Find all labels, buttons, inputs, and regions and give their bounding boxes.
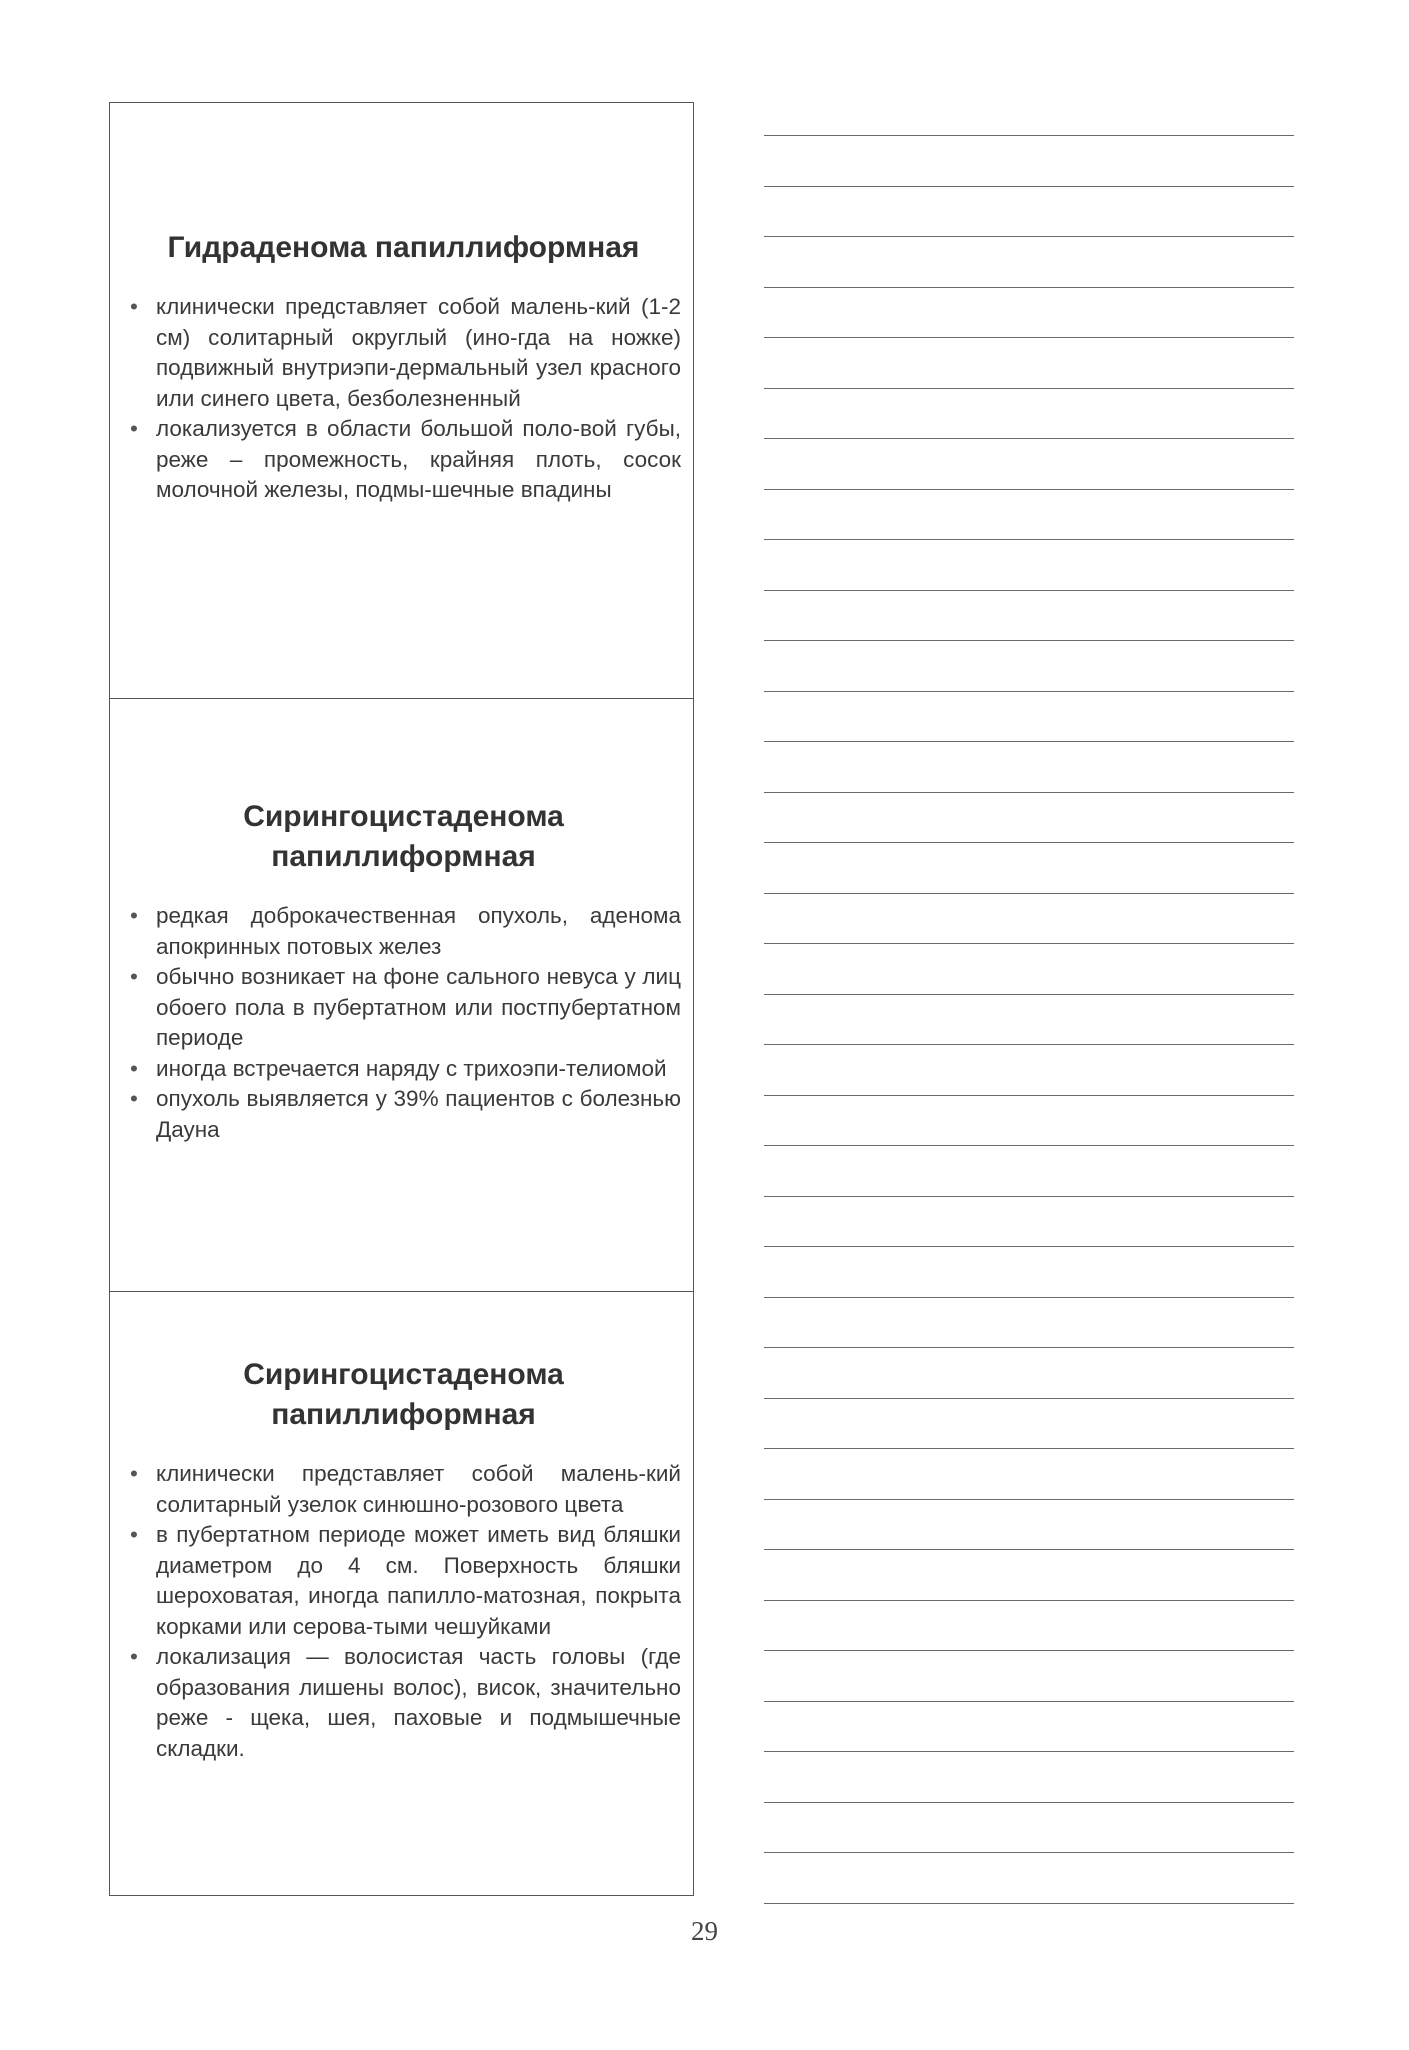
note-line: [764, 236, 1294, 237]
slide-3: [110, 1292, 693, 1896]
bullet-text: опухоль выявляется у 39% пациентов с болезнью Дауна: [156, 1086, 681, 1142]
note-line: [764, 489, 1294, 490]
slide-title: Сирингоцистаденома папиллиформная: [243, 1358, 564, 1431]
note-line: [764, 842, 1294, 843]
bullet-text: клинически представляет собой малень-кий (1-2 см) солитарный округлый (ино-гда на ножке) подвижный внутриэпи-дермальный узел красного или синего цвета, безболезненный: [156, 294, 681, 411]
bullet-icon: •: [130, 1522, 138, 1547]
note-line: [764, 1549, 1294, 1550]
note-line: [764, 1903, 1294, 1904]
bullet-list: [126, 901, 681, 1145]
bullet-list: [126, 1459, 681, 1764]
note-line: [764, 135, 1294, 136]
page-number: 29: [691, 1916, 718, 1946]
note-line: [764, 691, 1294, 692]
slide-title: Сирингоцистаденома папиллиформная: [243, 800, 564, 873]
bullet-text: редкая доброкачественная опухоль, аденома апокринных потовых желез: [156, 903, 681, 959]
note-line: [764, 1145, 1294, 1146]
bullet-icon: •: [130, 1086, 138, 1111]
bullet-item: [126, 292, 681, 414]
note-line: [764, 1600, 1294, 1601]
bullet-icon: •: [130, 1055, 138, 1081]
note-line: [764, 1701, 1294, 1702]
notes-lines-area: [764, 135, 1294, 1953]
bullet-icon: •: [130, 1644, 138, 1669]
bullet-icon: •: [130, 1461, 138, 1486]
slide-title: Гидраденома папиллиформная: [167, 231, 640, 264]
bullet-item: [126, 1459, 681, 1520]
note-line: [764, 994, 1294, 995]
bullet-item: [126, 901, 681, 962]
bullet-item: [126, 1054, 681, 1085]
bullet-text: локализуется в области большой поло-вой губы, реже – промежность, крайняя плоть, сосок молочной железы, подмы-шечные впадины: [156, 416, 681, 502]
note-line: [764, 1196, 1294, 1197]
note-line: [764, 438, 1294, 439]
bullet-icon: •: [130, 416, 138, 441]
note-line: [764, 741, 1294, 742]
note-line: [764, 943, 1294, 944]
bullet-item: [126, 962, 681, 1054]
slides-column: [109, 102, 694, 1896]
note-line: [764, 1852, 1294, 1853]
note-line: [764, 792, 1294, 793]
bullet-item: [126, 1520, 681, 1642]
bullet-text: иногда встречается наряду с трихоэпи-телиомой: [156, 1055, 667, 1081]
note-line: [764, 1802, 1294, 1803]
note-line: [764, 337, 1294, 338]
note-line: [764, 1246, 1294, 1247]
note-line: [764, 1095, 1294, 1096]
bullet-text: в пубертатном периоде может иметь вид бляшки диаметром до 4 см. Поверхность бляшки шероховатая, иногда папилло-матозная, покрыта корками или серова-тыми чешуйками: [156, 1522, 681, 1639]
note-line: [764, 1297, 1294, 1298]
bullet-icon: •: [130, 964, 138, 989]
bullet-item: [126, 1084, 681, 1145]
note-line: [764, 1448, 1294, 1449]
note-line: [764, 893, 1294, 894]
note-line: [764, 1044, 1294, 1045]
bullet-text: клинически представляет собой малень-кий солитарный узелок синюшно-розового цвета: [156, 1461, 681, 1517]
bullet-item: [126, 1642, 681, 1764]
note-line: [764, 590, 1294, 591]
note-line: [764, 388, 1294, 389]
note-line: [764, 1650, 1294, 1651]
bullet-icon: •: [130, 294, 138, 319]
bullet-text: локализация — волосистая часть головы (где образования лишены волос), висок, значительно реже - щека, шея, паховые и подмышечные складки.: [156, 1644, 681, 1761]
note-line: [764, 287, 1294, 288]
bullet-text: обычно возникает на фоне сального невуса у лиц обоего пола в пубертатном или постпубертатном периоде: [156, 964, 681, 1050]
slide-2: [110, 699, 693, 1292]
note-line: [764, 1398, 1294, 1399]
note-line: [764, 640, 1294, 641]
slide-1: [110, 103, 693, 699]
note-line: [764, 1751, 1294, 1752]
note-line: [764, 186, 1294, 187]
bullet-list: [126, 292, 681, 506]
note-line: [764, 1499, 1294, 1500]
note-line: [764, 1347, 1294, 1348]
bullet-icon: •: [130, 903, 138, 928]
bullet-item: [126, 414, 681, 506]
note-line: [764, 539, 1294, 540]
